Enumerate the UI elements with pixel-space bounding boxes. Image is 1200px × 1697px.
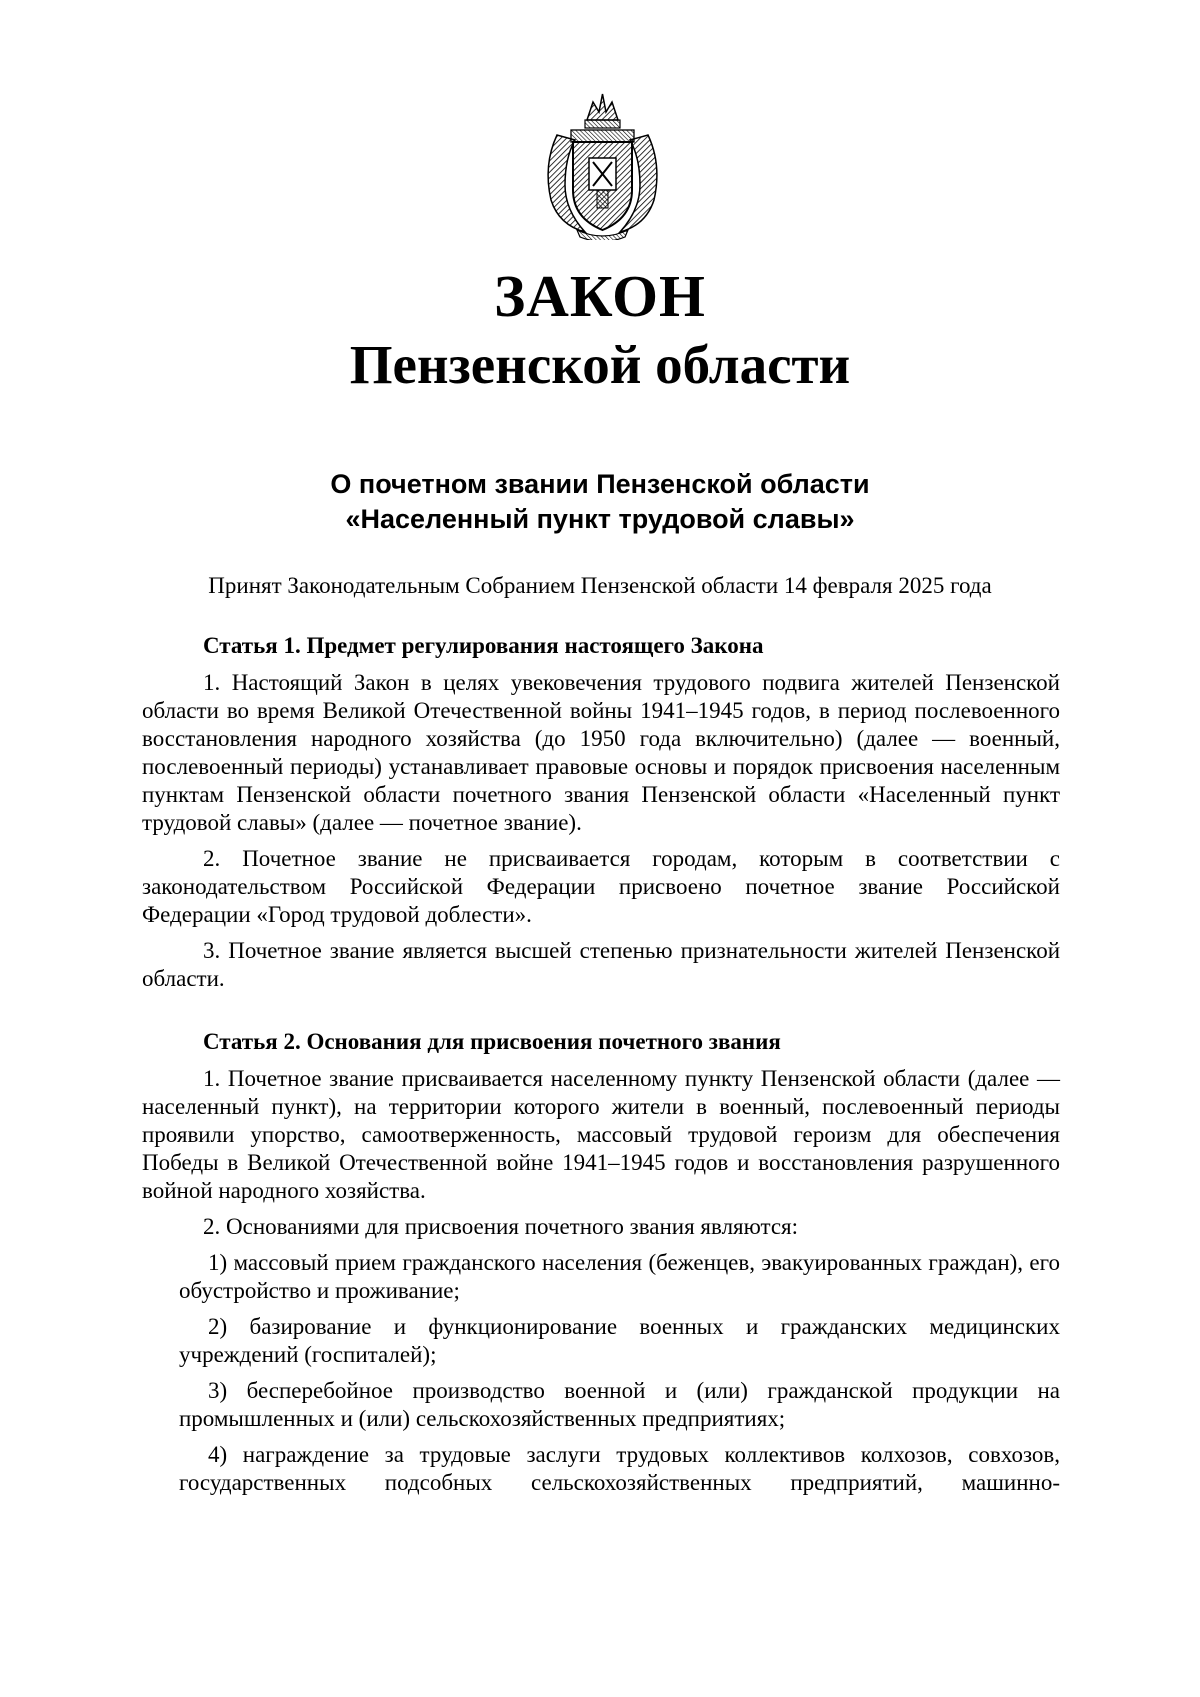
article-heading: Статья 1. Предмет регулирования настоящего Закона [203, 633, 764, 658]
coat-of-arms-icon [535, 90, 670, 240]
article-spacer [142, 1001, 1060, 1028]
adoption-note: Принят Законодательным Собранием Пензенской области 14 февраля 2025 года [208, 573, 992, 598]
article-paragraph: 2. Почетное звание не присваивается городам, которым в соответствии с законодательством Российской Федерации присвоено почетное звание Российской Федерации «Город трудовой доблести». [142, 846, 1060, 927]
law-title: ЗАКОН [494, 263, 706, 329]
article-list-item: 4) награждение за трудовые заслуги трудовых коллективов колхозов, совхозов, государственных подсобных сельскохозяйственных предприятий, машинно- [179, 1442, 1060, 1495]
law-body [142, 632, 1060, 1505]
article-list-item: 1) массовый прием гражданского населения (беженцев, эвакуированных граждан), его обустройство и проживание; [179, 1250, 1060, 1303]
article-heading: Статья 2. Основания для присвоения почетного звания [203, 1029, 781, 1054]
law-region: Пензенской области [349, 334, 851, 395]
article-list-item: 2) базирование и функционирование военных и гражданских медицинских учреждений (госпиталей); [179, 1314, 1060, 1367]
article-paragraph: 2. Основаниями для присвоения почетного звания являются: [203, 1214, 799, 1239]
article-paragraph: 3. Почетное звание является высшей степенью признательности жителей Пензенской области. [142, 938, 1060, 991]
law-subject-title [0, 467, 1200, 537]
article-2 [142, 1028, 1060, 1497]
law-subject-line-2: «Населенный пункт трудовой славы» [345, 504, 855, 534]
article-1 [142, 632, 1060, 993]
article-paragraph: 1. Настоящий Закон в целях увековечения трудового подвига жителей Пензенской области во время Великой Отечественной войны 1941–1945 годов, в период послевоенного восстановления народного хозяйства (до 1950 года включительно) (далее — военный, послевоенный периоды) устанавливает правовые основы и порядок присвоения населенным пунктам Пензенской области почетного звания Пензенской области «Населенный пункт трудовой славы» (далее — почетное звание). [142, 670, 1060, 835]
article-paragraph: 1. Почетное звание присваивается населенному пункту Пензенской области (далее — населенный пункт), на территории которого жители в военный, послевоенный периоды проявили упорство, самоотверженность, массовый трудовой героизм для обеспечения Победы в Великой Отечественной войне 1941–1945 годов и восстановления разрушенного войной народного хозяйства. [142, 1066, 1060, 1203]
law-subject-line-1: О почетном звании Пензенской области [330, 469, 870, 499]
article-list-item: 3) бесперебойное производство военной и (или) гражданской продукции на промышленных и (или) сельскохозяйственных предприятиях; [179, 1378, 1060, 1431]
